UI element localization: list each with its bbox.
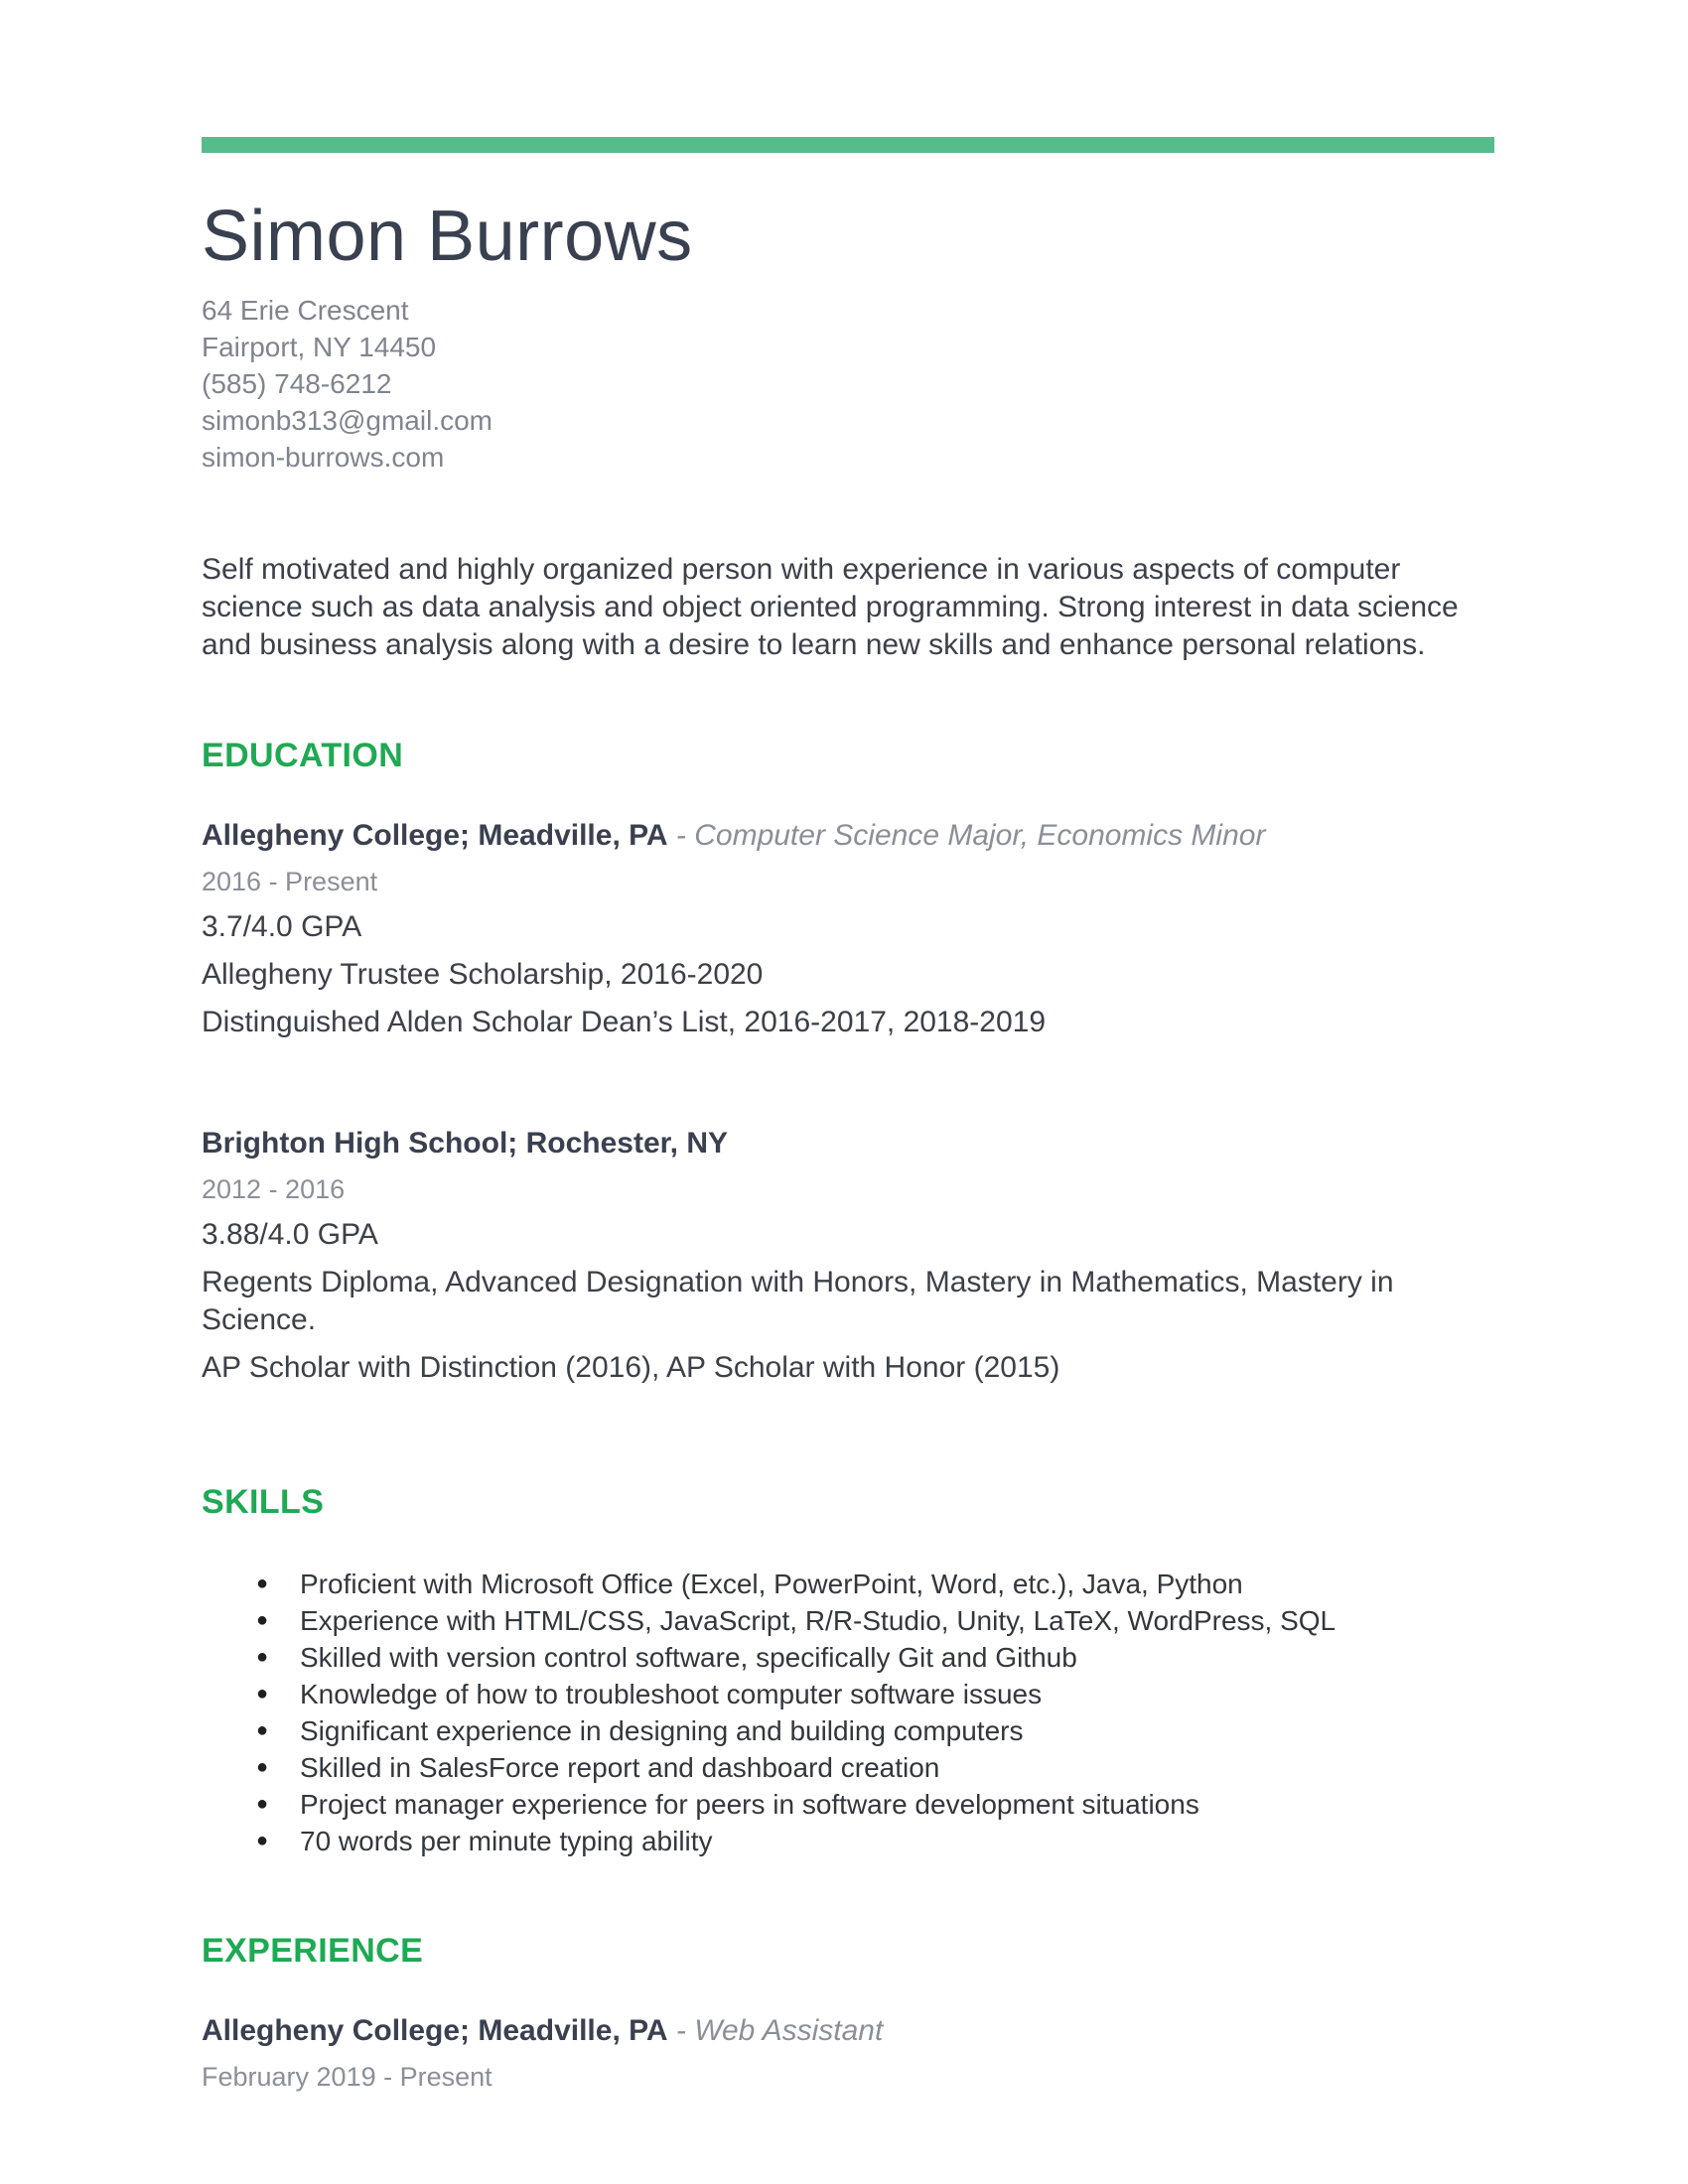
education-entry-allegheny bbox=[202, 817, 1494, 1041]
section-heading-skills: SKILLS bbox=[202, 1483, 325, 1521]
skill-item bbox=[202, 1823, 1494, 1859]
skill-item bbox=[202, 1602, 1494, 1639]
degree-subtitle: - Computer Science Major, Economics Minor bbox=[667, 819, 1266, 852]
contact-email: simonb313@gmail.com bbox=[202, 405, 492, 436]
detail-deans-list: Distinguished Alden Scholar Dean’s List, 2016-2017, 2018-2019 bbox=[202, 1006, 1047, 1038]
detail-ap-scholar: AP Scholar with Distinction (2016), AP Scholar with Honor (2015) bbox=[202, 1351, 1060, 1384]
detail-gpa: 3.7/4.0 GPA bbox=[202, 910, 362, 943]
skill-item bbox=[202, 1676, 1494, 1712]
education-entry-title bbox=[202, 817, 1494, 855]
employer-name: Allegheny College; Meadville, PA bbox=[202, 2014, 668, 2047]
skill-text: Skilled in SalesForce report and dashboard creation bbox=[300, 1752, 940, 1783]
skill-text: Proficient with Microsoft Office (Excel, PowerPoint, Word, etc.), Java, Python bbox=[300, 1569, 1243, 1599]
education-entry-brighton bbox=[202, 1125, 1494, 1387]
detail-gpa: 3.88/4.0 GPA bbox=[202, 1218, 378, 1251]
detail-scholarship: Allegheny Trustee Scholarship, 2016-2020 bbox=[202, 958, 764, 991]
experience-entry-dates: February 2019 - Present bbox=[202, 2062, 492, 2092]
education-entry-details bbox=[202, 1216, 1494, 1387]
bullet-icon: ● bbox=[256, 1719, 269, 1741]
skills-list bbox=[202, 1566, 1494, 1859]
contact-address-line1: 64 Erie Crescent bbox=[202, 295, 409, 326]
school-name: Brighton High School; Rochester, NY bbox=[202, 1127, 729, 1160]
skill-item bbox=[202, 1712, 1494, 1749]
skill-item bbox=[202, 1749, 1494, 1786]
bullet-icon: ● bbox=[256, 1609, 269, 1631]
detail-diploma: Regents Diploma, Advanced Designation with Honors, Mastery in Mathematics, Mastery in Science. bbox=[202, 1266, 1394, 1336]
person-name: Simon Burrows bbox=[202, 197, 693, 276]
skill-text: Project manager experience for peers in software development situations bbox=[300, 1789, 1199, 1820]
skill-item bbox=[202, 1786, 1494, 1823]
bullet-icon: ● bbox=[256, 1683, 269, 1705]
education-entry-title bbox=[202, 1125, 1494, 1162]
skill-text: Significant experience in designing and building computers bbox=[300, 1715, 1024, 1746]
skill-text: Skilled with version control software, specifically Git and Github bbox=[300, 1642, 1077, 1673]
bullet-icon: ● bbox=[256, 1572, 269, 1594]
accent-bar bbox=[202, 137, 1494, 153]
skill-text: Experience with HTML/CSS, JavaScript, R/R-Studio, Unity, LaTeX, WordPress, SQL bbox=[300, 1605, 1336, 1636]
contact-address-line2: Fairport, NY 14450 bbox=[202, 332, 437, 362]
skill-item bbox=[202, 1639, 1494, 1676]
section-heading-experience: EXPERIENCE bbox=[202, 1932, 424, 1970]
summary-paragraph: Self motivated and highly organized person with experience in various aspects of computer science such as data analysis and object oriented programming. Strong interest in data science and business analysis along with a desire to learn new skills and enhance personal relations. bbox=[202, 553, 1459, 661]
bullet-icon: ● bbox=[256, 1646, 269, 1668]
section-heading-education: EDUCATION bbox=[202, 737, 404, 774]
skill-item bbox=[202, 1566, 1494, 1602]
education-entry-dates: 2012 - 2016 bbox=[202, 1174, 346, 1204]
bullet-icon: ● bbox=[256, 1793, 269, 1815]
experience-entry-allegheny bbox=[202, 2012, 1494, 2094]
bullet-icon: ● bbox=[256, 1830, 269, 1851]
education-entry-dates: 2016 - Present bbox=[202, 867, 378, 896]
skill-text: 70 words per minute typing ability bbox=[300, 1826, 713, 1856]
education-entry-details bbox=[202, 908, 1494, 1041]
skill-text: Knowledge of how to troubleshoot computer software issues bbox=[300, 1679, 1043, 1709]
bullet-icon: ● bbox=[256, 1756, 269, 1778]
school-name: Allegheny College; Meadville, PA bbox=[202, 819, 668, 852]
contact-block bbox=[202, 292, 1494, 476]
contact-phone: (585) 748-6212 bbox=[202, 368, 392, 399]
experience-entry-title bbox=[202, 2012, 1494, 2050]
job-title-subtitle: - Web Assistant bbox=[667, 2014, 884, 2047]
contact-website: simon-burrows.com bbox=[202, 442, 445, 473]
